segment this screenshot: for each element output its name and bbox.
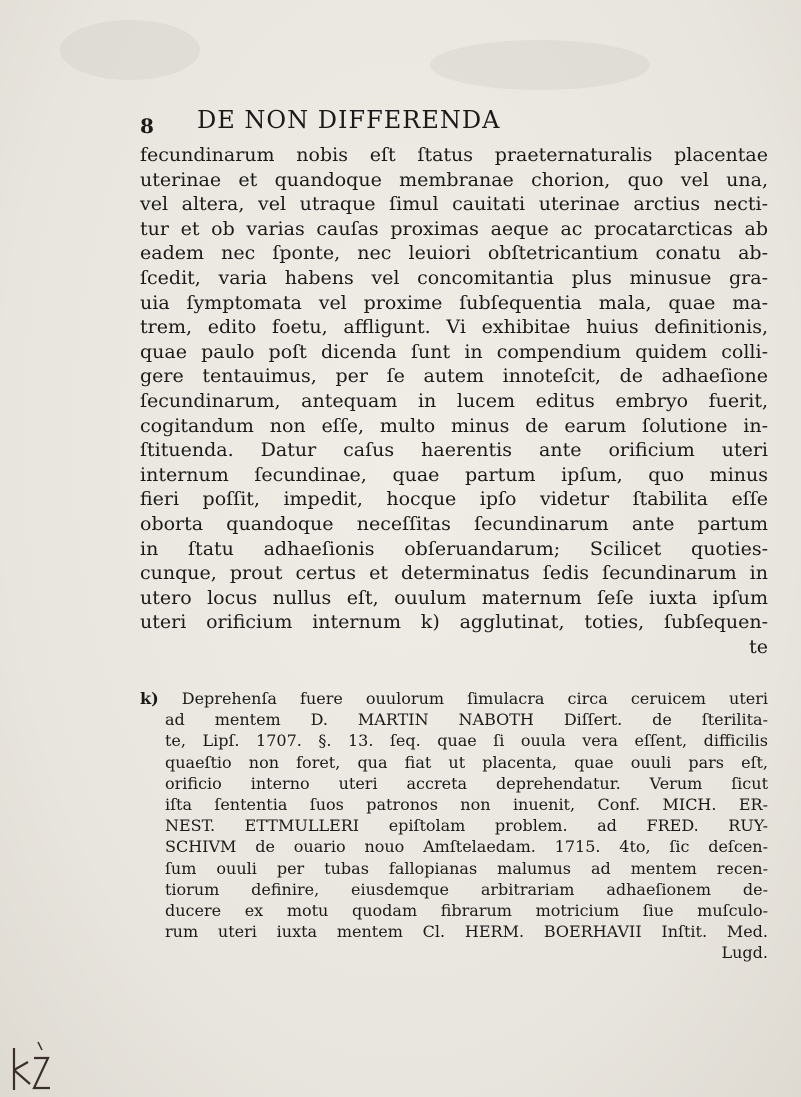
running-title: DE NON DIFFERENDA [197, 106, 501, 134]
footnote-line [140, 688, 768, 709]
body-line: ſecundinarum, antequam in lucem editus embryo fuerit, [140, 389, 768, 412]
body-line: fieri poſſit, impedit, hocque ipſo videtur ſtabilita eſſe [140, 488, 768, 511]
footnote-line: ducere ex motu quodam fibrarum motricium ſiue muſculo- [165, 901, 768, 921]
body-line: vel altera, vel utraque ſimul cauitati uterinae arctius necti- [140, 193, 768, 216]
footnote-catchword: Lugd. [721, 943, 768, 963]
body-line: ſtituenda. Datur caſus haerentis ante orificium uteri [140, 439, 768, 462]
body-line: ſcedit, varia habens vel concomitantia plus minusue gra- [140, 266, 768, 289]
footnote-line-text: Deprehenſa fuere ouulorum ſimulacra circa ceruicem uteri [181, 689, 768, 708]
footnote-line: SCHIVM de ouario nouo Amſtelaedam. 1715. 4to, ſic deſcen- [165, 837, 768, 857]
body-line: cogitandum non eſſe, multo minus de earum ſolutione in- [140, 414, 768, 437]
body-line: quae paulo poſt dicenda ſunt in compendium quidem colli- [140, 340, 768, 363]
body-line: eadem nec ſponte, nec leuiori obſtetricantium conatu ab- [140, 242, 768, 265]
footnote-marker: k) [140, 689, 159, 708]
body-line: fecundinarum nobis eſt ſtatus praeternaturalis placentae [140, 144, 768, 166]
body-line: oborta quandoque neceſſitas ſecundinarum ante partum [140, 512, 768, 535]
body-line: uteri orificium internum k) agglutinat, toties, ſubſequen- [140, 611, 768, 634]
body-line: cunque, prout certus et determinatus ſedis ſecundinarum in [140, 562, 768, 585]
body-text [140, 143, 768, 659]
catchword: te [749, 635, 768, 658]
footnote-line: quaeſtio non foret, qua fiat ut placenta, quae ouuli pars eſt, [165, 752, 768, 772]
body-line: in ſtatu adhaeſionis obſeruandarum; Scilicet quoties- [140, 537, 768, 560]
footnote-line: tiorum definire, eiusdemque arbitrariam adhaeſionem de- [165, 879, 768, 899]
footnote-line: ad mentem D. MARTIN NABOTH Diſſert. de ſterilita- [165, 710, 768, 730]
body-line: utero locus nullus eſt, ouulum maternum ſeſe iuxta ipſum [140, 586, 768, 609]
paper-stain [60, 20, 200, 80]
footnote-line: iſta ſententia ſuos patronos non inuenit, Conf. MICH. ER- [165, 795, 768, 815]
page-header [140, 106, 760, 146]
body-line: trem, edito foetu, affligunt. Vi exhibitae huius definitionis, [140, 316, 768, 339]
footnote-line: orificio interno uteri accreta deprehendatur. Verum ſicut [165, 773, 768, 793]
footnote-line: NEST. ETTMULLERI epiſtolam problem. ad FRED. RUY- [165, 816, 768, 836]
body-line: uterinae et quandoque membranae chorion, quo vel una, [140, 168, 768, 191]
page-number: 8 [140, 114, 154, 138]
body-line: gere tentauimus, per ſe autem innoteſcit, de adhaeſione [140, 365, 768, 388]
paper-stain [430, 40, 650, 90]
body-line: tur et ob varias cauſas proximas aeque ac procatarcticas ab [140, 217, 768, 240]
footnote-line: te, Lipſ. 1707. §. 13. ſeq. quae ſi ouula vera eſſent, difficilis [165, 731, 768, 751]
library-stamp-mark [8, 1040, 53, 1095]
footnote [140, 688, 768, 964]
footnote-line: ſum ouuli per tubas fallopianas malumus ad mentem recen- [165, 858, 768, 878]
body-line: uia ſymptomata vel proxime ſubſequentia mala, quae ma- [140, 291, 768, 314]
body-line: internum ſecundinae, quae partum ipſum, quo minus [140, 463, 768, 486]
footnote-line: rum uteri iuxta mentem Cl. HERM. BOERHAVII Inſtit. Med. [165, 922, 768, 942]
